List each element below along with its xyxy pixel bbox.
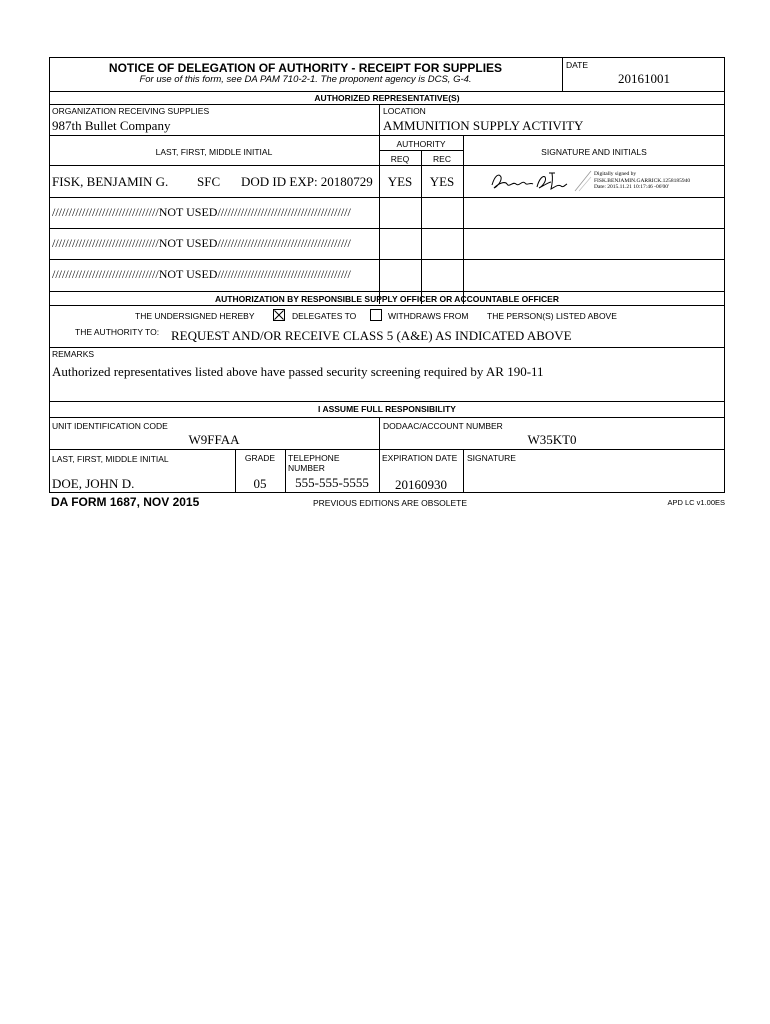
previous-editions-note: PREVIOUS EDITIONS ARE OBSOLETE (313, 498, 467, 508)
rep-name-field[interactable]: ////////////////////////////////NOT USED//////////////////////////////////////// (52, 205, 351, 219)
undersigned-text: THE UNDERSIGNED HEREBY (135, 311, 255, 321)
authorization-section-title: AUTHORIZATION BY RESPONSIBLE SUPPLY OFFICER OR ACCOUNTABLE OFFICER (215, 294, 559, 304)
rep-rec-field[interactable]: YES (429, 174, 455, 189)
rule (49, 401, 725, 402)
grade-label: GRADE (244, 453, 276, 463)
req-label: REQ (390, 154, 410, 164)
rule (463, 449, 464, 493)
rep-name-field[interactable]: FISK, BENJAMIN G. (52, 174, 169, 189)
rule (49, 259, 725, 260)
rule (49, 449, 725, 450)
dodaac-label: DODAAC/ACCOUNT NUMBER (383, 421, 503, 431)
telephone-label-line-1: TELEPHONE (288, 453, 340, 463)
date-field[interactable]: 20161001 (618, 71, 670, 86)
signature-column-label: SIGNATURE AND INITIALS (541, 147, 647, 157)
delegates-label: DELEGATES TO (292, 311, 357, 321)
digital-sig-line-3: Date: 2015.11.21 10:17:46 -06'00' (594, 184, 669, 190)
authority-label: AUTHORITY (396, 139, 446, 149)
uic-field[interactable]: W9FFAA (188, 432, 240, 447)
grade-field[interactable]: 05 (253, 476, 267, 491)
rule (49, 228, 725, 229)
signature-scribble[interactable] (489, 167, 569, 195)
digital-signature-mark-icon (573, 169, 593, 193)
rule (49, 104, 725, 105)
location-label: LOCATION (383, 106, 426, 116)
persons-label: THE PERSON(S) LISTED ABOVE (487, 311, 617, 321)
form-subtitle: For use of this form, see DA PAM 710-2-1. The proponent agency is DCS, G-4. (139, 74, 472, 85)
version-label: APD LC v1.00ES (667, 498, 725, 507)
rule (49, 305, 725, 306)
org-field[interactable]: 987th Bullet Company (52, 118, 171, 133)
remarks-field[interactable]: Authorized representatives listed above have passed security screening required by AR 190-11 (52, 364, 544, 379)
delegates-checkbox[interactable] (273, 309, 285, 321)
rep-req-field[interactable]: YES (387, 174, 413, 189)
location-field[interactable]: AMMUNITION SUPPLY ACTIVITY (383, 118, 584, 133)
rule (49, 165, 725, 166)
rep-name-field[interactable]: ////////////////////////////////NOT USED//////////////////////////////////////// (52, 267, 351, 281)
rule (379, 104, 380, 135)
authority-to-label: THE AUTHORITY TO: (75, 327, 160, 337)
responsibility-section-title: I ASSUME FULL RESPONSIBILITY (318, 404, 456, 414)
form-id: DA FORM 1687, NOV 2015 (51, 495, 200, 509)
org-label: ORGANIZATION RECEIVING SUPPLIES (52, 106, 210, 116)
rep-rank-field[interactable]: SFC (197, 174, 221, 189)
rule (49, 417, 725, 418)
withdraws-label: WITHDRAWS FROM (388, 311, 469, 321)
name-label: LAST, FIRST, MIDDLE INITIAL (52, 454, 169, 464)
telephone-field[interactable]: 555-555-5555 (295, 475, 369, 490)
telephone-label-line-2: NUMBER (288, 463, 325, 473)
rep-dod-id-field[interactable]: DOD ID EXP: 20180729 (241, 174, 373, 189)
rep-name-field[interactable]: ////////////////////////////////NOT USED//////////////////////////////////////// (52, 236, 351, 250)
name-column-label: LAST, FIRST, MIDDLE INITIAL (155, 147, 273, 157)
digital-signature-text (594, 171, 690, 191)
telephone-label (288, 453, 340, 473)
remarks-label: REMARKS (52, 349, 95, 359)
expiration-field[interactable]: 20160930 (395, 477, 447, 492)
form-title: NOTICE OF DELEGATION OF AUTHORITY - RECEIPT FOR SUPPLIES (108, 61, 503, 75)
digital-sig-line-1: Digitally signed by (594, 171, 637, 177)
rec-label: REC (433, 154, 451, 164)
signature-label: SIGNATURE (467, 453, 516, 463)
rule (463, 135, 464, 304)
withdraws-checkbox[interactable] (370, 309, 382, 321)
date-label: DATE (566, 60, 589, 70)
rule (49, 197, 725, 198)
authority-to-field[interactable]: REQUEST AND/OR RECEIVE CLASS 5 (A&E) AS INDICATED ABOVE (171, 328, 572, 343)
expiration-label: EXPIRATION DATE (382, 453, 458, 463)
authorized-section-title: AUTHORIZED REPRESENTATIVE(S) (314, 93, 460, 103)
header-divider (49, 91, 725, 92)
name-field[interactable]: DOE, JOHN D. (52, 476, 135, 491)
dodaac-field[interactable]: W35KT0 (527, 432, 577, 447)
rule (49, 135, 725, 136)
uic-label: UNIT IDENTIFICATION CODE (52, 421, 168, 431)
rule (49, 291, 725, 292)
digital-sig-line-2: FISK.BENJAMIN.GARRICK.1258185940 (594, 177, 691, 184)
rule (49, 347, 725, 348)
check-x-icon (274, 310, 284, 320)
